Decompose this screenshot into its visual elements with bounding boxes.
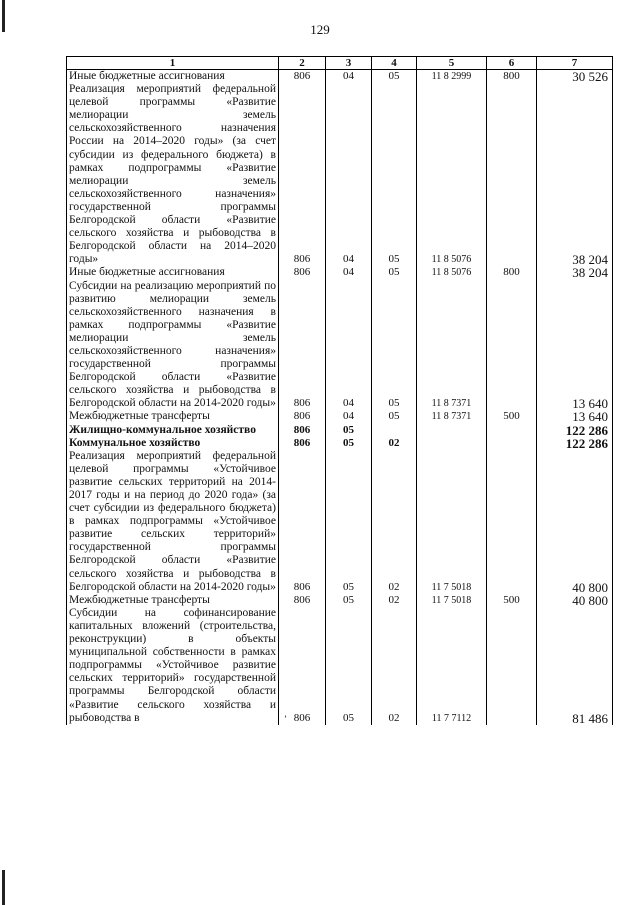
subsection-cell: 02	[372, 594, 417, 607]
item-name-cell: Жилищно-коммунальное хозяйство	[67, 424, 279, 437]
subsection-cell: 02	[372, 607, 417, 725]
section-cell: 04	[326, 83, 372, 266]
item-name-cell: Иные бюджетные ассигнования	[67, 70, 279, 84]
subsection-cell: 05	[372, 70, 417, 84]
amount-cell: 38 204	[537, 266, 613, 279]
admin-code-cell: 806	[279, 410, 326, 423]
amount-cell: 122 286	[537, 424, 613, 437]
expense-type-cell: 500	[487, 410, 537, 423]
amount-cell: 81 486	[537, 607, 613, 725]
target-article-cell: 11 7 5018	[417, 450, 487, 594]
section-cell: 05	[326, 607, 372, 725]
item-name-cell: Коммунальное хозяйство	[67, 437, 279, 450]
amount-cell: 30 526	[537, 70, 613, 84]
amount-cell: 13 640	[537, 280, 613, 411]
scan-edge-mark-bottom	[2, 870, 5, 905]
table-row	[67, 70, 613, 84]
amount-cell: 38 204	[537, 83, 613, 266]
item-name-cell: Реализация мероприятий федеральной целевой программы «Развитие мелиорации земель сельскохозяйственного назначения России на 2014–2020 годы» (за счет субсидии из федерального бюджета) в рамках подпрограммы «Развитие мелиорации земель сельскохозяйственного назначения» государственной программы Белгородской области «Развитие сельского хозяйства и рыбоводства в Белгородской области на 2014–2020 годы»	[67, 83, 279, 266]
section-cell: 05	[326, 450, 372, 594]
header-cell: 3	[326, 57, 372, 70]
subsection-cell	[372, 424, 417, 437]
item-name-cell: Межбюджетные трансферты	[67, 594, 279, 607]
target-article-cell: 11 8 7371	[417, 280, 487, 411]
amount-cell: 13 640	[537, 410, 613, 423]
budget-table	[66, 56, 613, 725]
table-row	[67, 280, 613, 411]
admin-code-cell: 806	[279, 437, 326, 450]
amount-cell: 40 800	[537, 450, 613, 594]
target-article-cell: 11 7 7112	[417, 607, 487, 725]
header-cell: 7	[537, 57, 613, 70]
expense-type-cell	[487, 607, 537, 725]
admin-code-cell: 806	[279, 607, 326, 725]
admin-code-cell: 806	[279, 83, 326, 266]
target-article-cell: 11 7 5018	[417, 594, 487, 607]
amount-cell: 122 286	[537, 437, 613, 450]
header-cell: 5	[417, 57, 487, 70]
expense-type-cell: 500	[487, 594, 537, 607]
stray-mark: ʼ	[284, 714, 287, 724]
expense-type-cell: 800	[487, 266, 537, 279]
admin-code-cell: 806	[279, 450, 326, 594]
expense-type-cell	[487, 83, 537, 266]
section-cell: 05	[326, 594, 372, 607]
section-cell: 04	[326, 280, 372, 411]
item-name-cell: Субсидии на реализацию мероприятий по развитию мелиорации земель сельскохозяйственного назначения в рамках подпрограммы «Развитие мелиорации земель сельскохозяйственного назначения» государственной программы Белгородской области «Развитие сельского хозяйства и рыбоводства в Белгородской области на 2014-2020 годы»	[67, 280, 279, 411]
table-row	[67, 424, 613, 437]
table-row	[67, 266, 613, 279]
header-cell: 2	[279, 57, 326, 70]
admin-code-cell: 806	[279, 594, 326, 607]
item-name-cell: Межбюджетные трансферты	[67, 410, 279, 423]
subsection-cell: 05	[372, 280, 417, 411]
expense-type-cell	[487, 280, 537, 411]
expense-type-cell: 800	[487, 70, 537, 84]
expense-type-cell	[487, 437, 537, 450]
section-cell: 04	[326, 266, 372, 279]
section-cell: 04	[326, 410, 372, 423]
header-cell: 6	[487, 57, 537, 70]
item-name-cell: Реализация мероприятий федеральной целевой программы «Устойчивое развитие сельских территорий на 2014-2017 годы и на период до 2020 года» (за счет субсидии из федерального бюджета) в рамках подпрограммы «Устойчивое развитие сельских территорий» государственной программы Белгородской области «Развитие сельского хозяйства и рыбоводства в Белгородской области на 2014-2020 годы»	[67, 450, 279, 594]
expense-type-cell	[487, 450, 537, 594]
target-article-cell	[417, 424, 487, 437]
section-cell: 05	[326, 424, 372, 437]
header-cell: 1	[67, 57, 279, 70]
item-name-cell: Иные бюджетные ассигнования	[67, 266, 279, 279]
target-article-cell: 11 8 7371	[417, 410, 487, 423]
expense-type-cell	[487, 424, 537, 437]
table-row	[67, 607, 613, 725]
table-row	[67, 594, 613, 607]
subsection-cell: 05	[372, 410, 417, 423]
amount-cell: 40 800	[537, 594, 613, 607]
target-article-cell: 11 8 5076	[417, 266, 487, 279]
table-row	[67, 450, 613, 594]
subsection-cell: 05	[372, 83, 417, 266]
admin-code-cell: 806	[279, 280, 326, 411]
table-row	[67, 410, 613, 423]
subsection-cell: 02	[372, 437, 417, 450]
header-cell: 4	[372, 57, 417, 70]
target-article-cell: 11 8 2999	[417, 70, 487, 84]
admin-code-cell: 806	[279, 266, 326, 279]
target-article-cell	[417, 437, 487, 450]
table-row	[67, 83, 613, 266]
subsection-cell: 02	[372, 450, 417, 594]
table-row	[67, 437, 613, 450]
admin-code-cell: 806	[279, 424, 326, 437]
header-row	[67, 57, 613, 70]
page-number: 129	[310, 22, 330, 37]
admin-code-cell: 806	[279, 70, 326, 84]
target-article-cell: 11 8 5076	[417, 83, 487, 266]
subsection-cell: 05	[372, 266, 417, 279]
section-cell: 05	[326, 437, 372, 450]
section-cell: 04	[326, 70, 372, 84]
item-name-cell: Субсидии на софинансирование капитальных вложений (строительства, реконструкции) в объекты муниципальной собственности в рамках подпрограммы «Устойчивое развитие сельских территорий» государственной программы Белгородской области «Развитие сельского хозяйства и рыбоводства в	[67, 607, 279, 725]
